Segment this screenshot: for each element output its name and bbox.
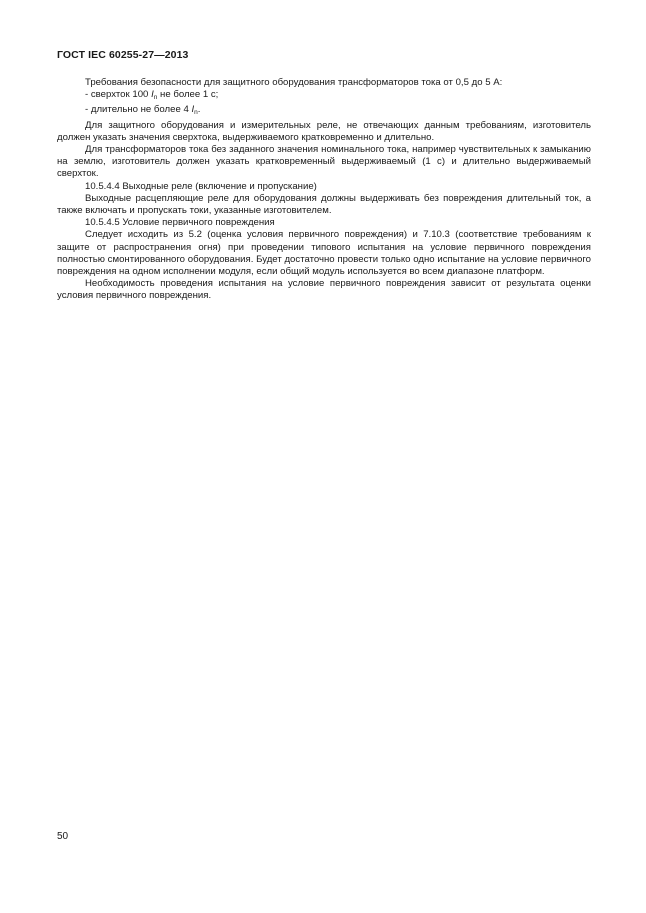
- section-10-5-4-5-heading: 10.5.4.5 Условие первичного повреждения: [85, 217, 275, 229]
- continuous-variable: I: [191, 104, 195, 116]
- document-header: ГОСТ IEC 60255-27—2013: [57, 49, 189, 61]
- output-relays-paragraph: Выходные расцепляющие реле для оборудования должны выдерживать без повреждения длительный ток, а также включать и пропускать токи, указанные изготовителем.: [57, 192, 591, 217]
- section-10-5-4-4-heading: 10.5.4.4 Выходные реле (включение и пропускание): [85, 180, 317, 192]
- continuous-prefix: - длительно не более 4: [85, 104, 192, 116]
- continuous-suffix: .: [197, 104, 201, 116]
- overcurrent-subscript: n: [153, 94, 158, 102]
- continuous-subscript: n: [194, 109, 198, 117]
- test-necessity-paragraph: Необходимость проведения испытания на условие первичного повреждения зависит от результата оценки условия первичного повреждения.: [57, 278, 591, 302]
- overcurrent-item: [57, 89, 591, 104]
- document-body: [57, 77, 591, 303]
- non-compliant-paragraph: Для защитного оборудования и измерительных реле, не отвечающих данным требованиям, изготовитель должен указать значения сверхтока, выдерживаемого кратковременно и длительно.: [57, 119, 591, 143]
- overcurrent-suffix: не более 1 с;: [157, 89, 219, 101]
- primary-fault-paragraph: Следует исходить из 5.2 (оценка условия первичного повреждения) и 7.10.3 (соответствие требованиям к защите от распространения огня) при проведении типового испытания на условие первичного повреждения полностью смонтированного оборудования. Будет достаточно провести только одно испытание на условие первичного повреждения на одном исполнении модуля, если общий модуль используется во всем диапазоне платформ.: [57, 229, 591, 278]
- no-rated-current-paragraph: Для трансформаторов тока без заданного значения номинального тока, например чувствительных к замыканию на землю, изготовитель должен указать кратковременный выдерживаемый (1 с) и длительно выдерживаемый сверхток.: [57, 144, 591, 180]
- continuous-item: [57, 104, 591, 119]
- overcurrent-variable: I: [151, 89, 154, 101]
- safety-requirements-paragraph: Требования безопасности для защитного оборудования трансформаторов тока от 0,5 до 5 А:: [85, 77, 503, 88]
- overcurrent-prefix: - сверхток 100: [85, 89, 152, 101]
- page-number: 50: [57, 831, 69, 842]
